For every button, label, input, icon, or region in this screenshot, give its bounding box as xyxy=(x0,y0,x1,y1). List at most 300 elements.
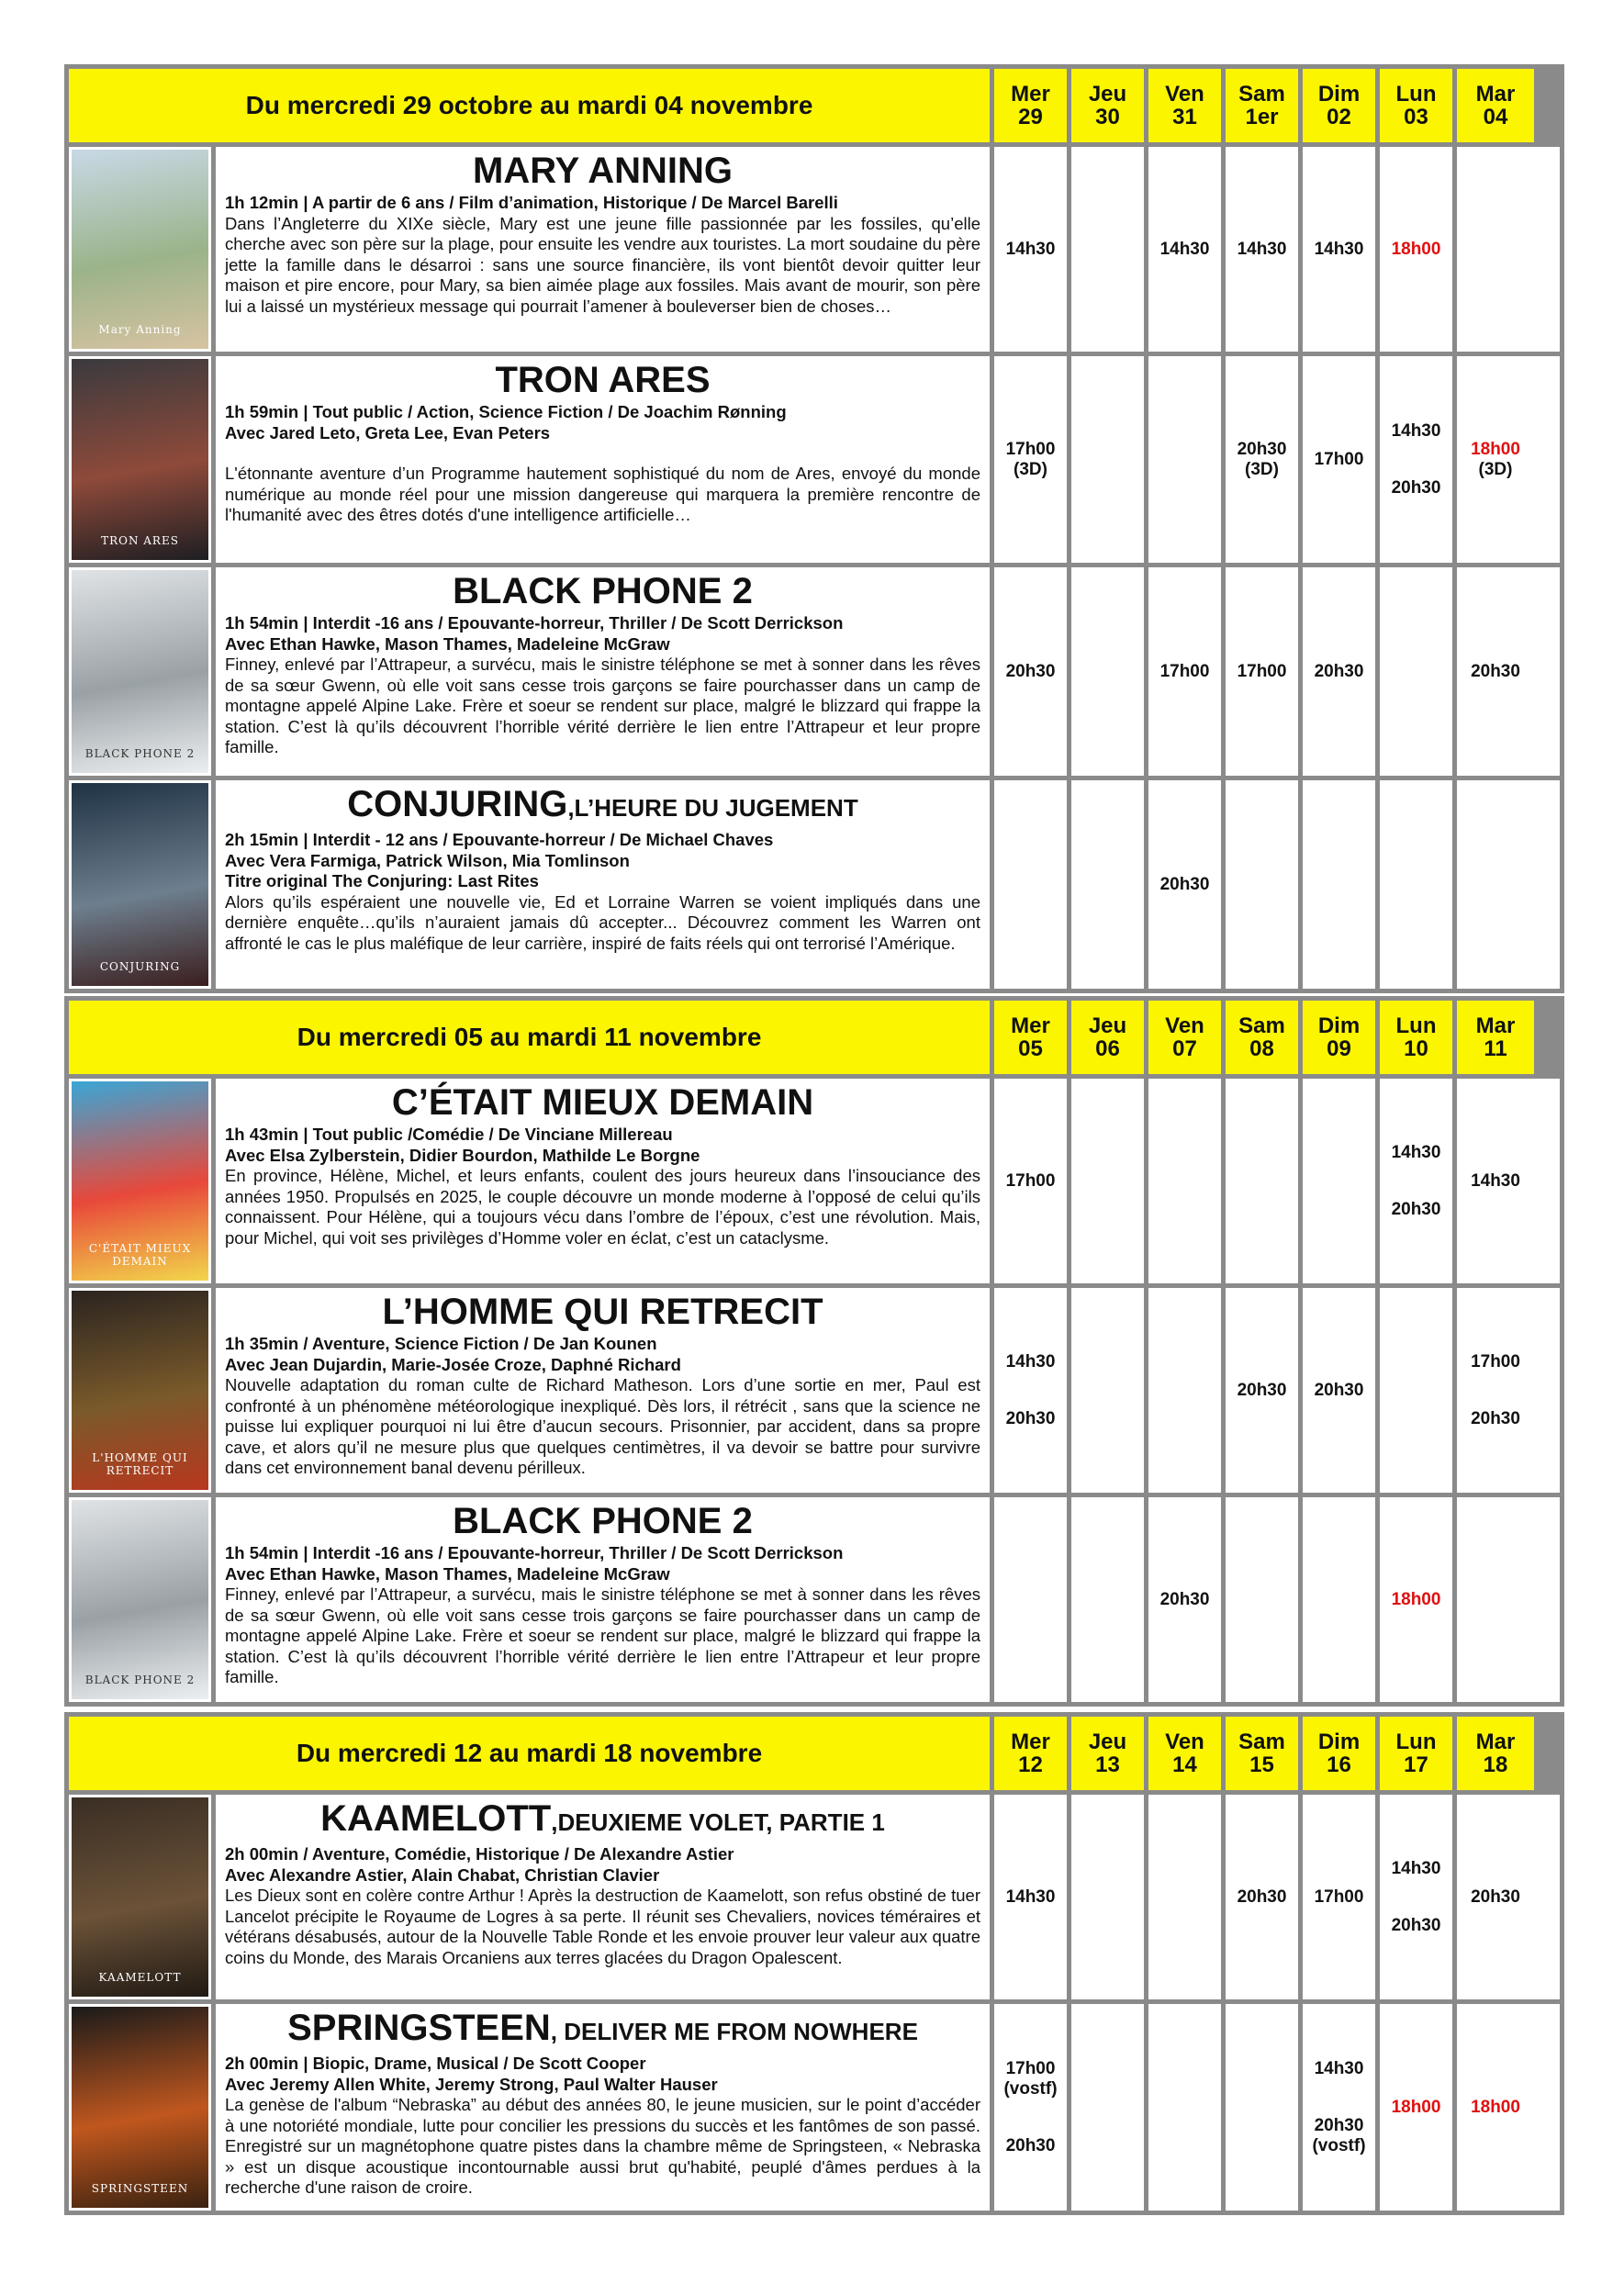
film-poster xyxy=(69,1497,216,1702)
film-description xyxy=(216,1288,994,1493)
film-row xyxy=(69,1074,1560,1283)
day-name: Ven xyxy=(1165,1013,1204,1038)
session-group xyxy=(1315,1381,1364,1401)
session-group xyxy=(1006,1409,1056,1429)
film-meta: Avec Jeremy Allen White, Jeremy Strong, Paul Walter Hauser xyxy=(225,2074,718,2094)
week-header xyxy=(69,1717,1560,1790)
film-meta: Titre original The Conjuring: Last Rites xyxy=(225,871,539,890)
session-time: 18h00 xyxy=(1471,2097,1520,2117)
session-cell xyxy=(994,147,1071,352)
day-number: 15 xyxy=(1249,1752,1274,1777)
film-title xyxy=(225,1501,980,1541)
session-group xyxy=(1006,240,1056,260)
session-time: 14h30 xyxy=(1005,239,1056,259)
session-time: 20h30 xyxy=(1005,2135,1056,2155)
film-description xyxy=(216,2004,994,2211)
session-cell xyxy=(1303,356,1380,563)
session-cell xyxy=(1457,567,1534,776)
film-synopsis: Alors qu’ils espéraient une nouvelle vie, Ed et Lorraine Warren se voient impliqués dans une dernière enquête…qu’ils n’auraient jamais dû accepter... Découvrez comment les Warren ont affronté le cas le plus maléfique de leur carrière, inspiré de faits réels qui ont terrorisé l’Amérique. xyxy=(225,891,980,953)
session-times xyxy=(1471,1171,1520,1192)
session-time: 17h00 xyxy=(1237,661,1287,681)
film-synopsis: Finney, enlevé par l’Attrapeur, a survécu, mais le sinistre téléphone se met à sonner dans les rêves de sa sœur Gwenn, où elle voit sans cesse trois garçons se faire pourchasser dans un camp de montagne appelé Alpine Lake. Frère et soeur se rendent sur place, malgré le blizzard qui frappe la station. C’est là qu’ils découvrent l’horrible vérité derrière le lien entre l’Attrapeur et leur propre famille. xyxy=(225,1584,980,1686)
session-cell xyxy=(1303,1079,1380,1283)
session-cell xyxy=(1071,1288,1148,1493)
day-name: Jeu xyxy=(1088,82,1127,106)
session-cell xyxy=(1148,1079,1226,1283)
session-group xyxy=(1315,450,1364,470)
session-time: 14h30 xyxy=(1159,239,1210,259)
session-group xyxy=(1392,1200,1441,1220)
day-number: 12 xyxy=(1018,1752,1043,1777)
session-cell xyxy=(1303,780,1380,989)
session-cell xyxy=(1148,567,1226,776)
session-cell xyxy=(1380,780,1457,989)
day-number: 16 xyxy=(1327,1752,1351,1777)
day-name: Lun xyxy=(1395,1013,1437,1038)
session-group xyxy=(1471,662,1520,682)
session-cell xyxy=(1226,356,1303,563)
film-meta: 2h 15min | Interdit - 12 ans / Epouvante-horreur / De Michael Chaves xyxy=(225,830,774,849)
session-time: 17h00 xyxy=(1159,661,1210,681)
day-name: Dim xyxy=(1317,1013,1361,1038)
session-time: 14h30 xyxy=(1005,1886,1056,1907)
session-cell xyxy=(1226,1497,1303,1702)
film-synopsis: L'étonnante aventure d’un Programme hautement sophistiqué du nom de Ares, envoyé du monde numérique au monde réel pour une mission dangereuse qui marquera la première rencontre de l'humanité avec des êtres dotés d'une intelligence artificielle… xyxy=(225,464,980,524)
day-header xyxy=(1457,1001,1534,1074)
session-time: 18h00 xyxy=(1391,239,1441,259)
session-group xyxy=(1315,662,1364,682)
day-name: Dim xyxy=(1317,1730,1361,1754)
session-time: 20h30 xyxy=(1471,1408,1520,1428)
film-synopsis: La genèse de l'album “Nebraska” au début des années 80, le jeune musicien, sur le point d’accéder à une notoriété mondiale, lutte pour concilier les pressions du succès et les fantômes de son passé. Enregistré sur un magnétophone quatre pistes dans la chambre même de Springsteen, « Nebraska » est un disque acoustique incontournable aussi brut qu'habité, peuplé d'âmes perdues à la recherche d'une raison de croire. xyxy=(225,2095,980,2197)
session-cell xyxy=(1148,1795,1226,1999)
day-name: Jeu xyxy=(1088,1730,1127,1754)
session-times xyxy=(1006,440,1056,480)
day-header xyxy=(994,1717,1071,1790)
session-time: 18h00 xyxy=(1391,2097,1441,2117)
session-cell xyxy=(1226,1795,1303,1999)
day-header xyxy=(1303,1001,1380,1074)
session-group xyxy=(1238,240,1287,260)
day-name: Sam xyxy=(1238,1013,1285,1038)
film-description xyxy=(216,567,994,776)
session-times xyxy=(1006,1171,1056,1192)
session-cell xyxy=(994,567,1071,776)
day-name: Mar xyxy=(1475,1013,1516,1038)
day-header xyxy=(994,69,1071,142)
session-group xyxy=(1471,2098,1520,2118)
session-cell xyxy=(994,2004,1071,2211)
session-time: 20h30 xyxy=(1391,1915,1441,1935)
session-cell xyxy=(1226,1079,1303,1283)
poster-image xyxy=(72,359,208,560)
session-time: 20h30 xyxy=(1314,1380,1364,1400)
film-title-sub: , DELIVER ME FROM NOWHERE xyxy=(550,2018,918,2045)
film-title-sub: ,L’HEURE DU JUGEMENT xyxy=(567,794,858,822)
film-title-main: KAAMELOTT xyxy=(320,1798,552,1839)
session-time: 18h00 xyxy=(1471,439,1520,459)
film-meta: 1h 12min | A partir de 6 ans / Film d’animation, Historique / De Marcel Barelli xyxy=(225,193,838,212)
session-cell xyxy=(1148,780,1226,989)
session-cell xyxy=(1148,147,1226,352)
session-group xyxy=(1003,2059,1057,2099)
film-description xyxy=(216,356,994,563)
day-header xyxy=(1457,69,1534,142)
session-times xyxy=(1315,240,1364,260)
day-number: 05 xyxy=(1018,1036,1043,1061)
film-poster xyxy=(69,1795,216,1999)
session-group xyxy=(1392,1859,1441,1879)
day-number: 29 xyxy=(1018,105,1043,129)
film-synopsis: Finney, enlevé par l’Attrapeur, a survécu, mais le sinistre téléphone se met à sonner dans les rêves de sa sœur Gwenn, où elle voit sans cesse trois garçons se faire pourchasser dans un camp de montagne appelé Alpine Lake. Frère et soeur se rendent sur place, malgré le blizzard qui frappe la station. C’est là qu’ils découvrent l’horrible vérité derrière le lien entre l’Attrapeur et leur propre famille. xyxy=(225,655,980,756)
session-time: 20h30 xyxy=(1314,2115,1364,2135)
film-synopsis: En province, Hélène, Michel, et leurs enfants, coulent des jours heureux dans l’insouciance des années 1950. Propulsés en 2025, le couple découvre un monde moderne à l’opposé de celui qu’ils connaissent. Pour Hélène, qui a toujours vécu dans l’ombre de l’époux, c’est une révolution. Mais, pour Michel, qui voit ses privilèges d’Homme voler en éclat, c’est un cataclysme. xyxy=(225,1166,980,1248)
session-cell xyxy=(1303,1497,1380,1702)
session-times xyxy=(1392,1590,1441,1610)
day-name: Mer xyxy=(1011,1013,1050,1038)
session-group xyxy=(1392,478,1441,498)
film-title xyxy=(225,360,980,400)
week-block xyxy=(64,1712,1564,2215)
session-time: 14h30 xyxy=(1471,1170,1520,1191)
session-time: (vostf) xyxy=(1003,2078,1058,2099)
day-header xyxy=(1071,1001,1148,1074)
session-cell xyxy=(1457,1795,1534,1999)
film-meta: 1h 54min | Interdit -16 ans / Epouvante-horreur, Thriller / De Scott Derrickson xyxy=(225,613,844,633)
session-time: 14h30 xyxy=(1314,2058,1364,2078)
session-time: 20h30 xyxy=(1471,1886,1520,1907)
session-group xyxy=(1160,875,1210,895)
session-time: (3D) xyxy=(1014,459,1047,479)
film-meta: Avec Ethan Hawke, Mason Thames, Madeleine McGraw xyxy=(225,633,670,654)
film-title xyxy=(225,571,980,611)
film-title xyxy=(225,1082,980,1123)
day-header xyxy=(1071,1717,1148,1790)
session-times xyxy=(1471,1352,1520,1429)
session-group xyxy=(1238,440,1287,480)
film-meta: 2h 00min | Biopic, Drame, Musical / De Scott Cooper xyxy=(225,2054,646,2073)
poster-title: SPRINGSTEEN xyxy=(91,2182,189,2195)
session-cell xyxy=(1071,567,1148,776)
session-cell xyxy=(1457,356,1534,563)
day-header xyxy=(1457,1717,1534,1790)
film-row xyxy=(69,776,1560,989)
session-time: 14h30 xyxy=(1314,239,1364,259)
session-times xyxy=(1238,240,1287,260)
film-row xyxy=(69,1283,1560,1493)
session-cell xyxy=(1226,147,1303,352)
film-row xyxy=(69,1493,1560,1702)
day-number: 09 xyxy=(1327,1036,1351,1061)
film-row xyxy=(69,1999,1560,2211)
poster-image xyxy=(72,1291,208,1490)
session-times xyxy=(1006,1887,1056,1908)
session-time: (3D) xyxy=(1245,459,1279,479)
session-times xyxy=(1471,440,1520,480)
film-meta: 1h 43min | Tout public /Comédie / De Vinciane Millereau xyxy=(225,1125,673,1144)
day-number: 06 xyxy=(1095,1036,1120,1061)
film-title-sub: ,DEUXIEME VOLET, PARTIE 1 xyxy=(551,1808,885,1836)
session-cell xyxy=(1380,567,1457,776)
session-time: 20h30 xyxy=(1005,661,1056,681)
session-time: 20h30 xyxy=(1237,439,1287,459)
day-name: Mer xyxy=(1011,1730,1050,1754)
film-title xyxy=(225,151,980,191)
session-cell xyxy=(1457,1079,1534,1283)
film-poster xyxy=(69,147,216,352)
day-header xyxy=(1071,69,1148,142)
film-synopsis: Les Dieux sont en colère contre Arthur ! Après la destruction de Kaamelott, son refus obstiné de tuer Lancelot précipite le Royaume de Logres à sa perte. Il réunit ses Chevaliers, novices téméraires et vétérans désabusés, autour de la Nouvelle Table Ronde et les envoie prouver leur valeur aux quatre coins du Monde, des Marais Orcaniens aux terres glacées du Dragon Opalescent. xyxy=(225,1886,980,1967)
session-cell xyxy=(994,356,1071,563)
film-meta: Avec Alexandre Astier, Alain Chabat, Christian Clavier xyxy=(225,1864,660,1885)
session-cell xyxy=(1380,1079,1457,1283)
session-cell xyxy=(1380,147,1457,352)
session-group xyxy=(1006,440,1056,480)
session-group xyxy=(1006,1352,1056,1372)
film-synopsis: Nouvelle adaptation du roman culte de Richard Matheson. Lors d’une sortie en mer, Paul est confronté à un phénomène météorologique inexpliqué. Dès lors, il rétrécit , sans que la science ne puisse lui expliquer pourquoi ni lui être d’aucun secours. Prisonnier, par accident, dans sa propre cave, et alors qu’il ne mesure plus que quelques centimètres, il va devoir se battre pour survivre dans cet environnement banal devenu périlleux. xyxy=(225,1375,980,1477)
day-number: 07 xyxy=(1172,1036,1197,1061)
session-cell xyxy=(994,780,1071,989)
film-poster xyxy=(69,780,216,989)
session-time: (3D) xyxy=(1478,459,1513,479)
session-time: 17h00 xyxy=(1314,1886,1364,1907)
session-cell xyxy=(1148,356,1226,563)
session-times xyxy=(1160,240,1210,260)
film-title xyxy=(225,1798,980,1842)
poster-title: L'HOMME QUI RETRECIT xyxy=(92,1451,188,1477)
session-times xyxy=(1003,2059,1057,2156)
session-group xyxy=(1471,1352,1520,1372)
film-title-main: MARY ANNING xyxy=(473,151,733,191)
session-group xyxy=(1312,2116,1365,2156)
film-title xyxy=(225,1292,980,1332)
day-number: 18 xyxy=(1483,1752,1508,1777)
session-times xyxy=(1315,1381,1364,1401)
session-group xyxy=(1160,1590,1210,1610)
film-meta: 2h 00min / Aventure, Comédie, Historique / De Alexandre Astier xyxy=(225,1844,734,1864)
film-meta: 1h 35min / Aventure, Science Fiction / De Jan Kounen xyxy=(225,1334,657,1353)
film-meta: Avec Jared Leto, Greta Lee, Evan Peters xyxy=(225,422,551,442)
session-group xyxy=(1312,2059,1365,2079)
session-cell xyxy=(1457,1497,1534,1702)
day-name: Dim xyxy=(1317,82,1361,106)
film-title-main: L’HOMME QUI RETRECIT xyxy=(382,1292,823,1332)
day-number: 11 xyxy=(1484,1036,1507,1061)
week-period: Du mercredi 05 au mardi 11 novembre xyxy=(69,1001,994,1074)
session-group xyxy=(1392,1143,1441,1163)
session-group xyxy=(1160,240,1210,260)
session-group xyxy=(1006,1887,1056,1908)
session-times xyxy=(1238,1381,1287,1401)
session-cell xyxy=(1226,567,1303,776)
week-block xyxy=(64,64,1564,993)
session-group xyxy=(1003,2136,1057,2156)
film-row xyxy=(69,142,1560,352)
day-number: 13 xyxy=(1095,1752,1120,1777)
day-header xyxy=(1148,1001,1226,1074)
session-cell xyxy=(1071,1079,1148,1283)
session-cell xyxy=(994,1497,1071,1702)
poster-image xyxy=(72,1500,208,1699)
day-header xyxy=(1226,1717,1303,1790)
film-row xyxy=(69,563,1560,776)
film-meta: 1h 59min | Tout public / Action, Science Fiction / De Joachim Rønning xyxy=(225,402,787,421)
session-cell xyxy=(1303,147,1380,352)
session-cell xyxy=(1148,1288,1226,1493)
day-header xyxy=(1148,69,1226,142)
session-cell xyxy=(1071,780,1148,989)
session-times xyxy=(1392,1143,1441,1220)
poster-image xyxy=(72,1081,208,1281)
session-time: 17h00 xyxy=(1314,449,1364,469)
film-description xyxy=(216,147,994,352)
poster-image xyxy=(72,570,208,773)
session-time: 20h30 xyxy=(1237,1886,1287,1907)
day-header xyxy=(1226,1001,1303,1074)
day-header xyxy=(1380,1001,1457,1074)
session-cell xyxy=(1303,1795,1380,1999)
session-cell xyxy=(1303,567,1380,776)
film-row xyxy=(69,352,1560,563)
session-time: 14h30 xyxy=(1237,239,1287,259)
poster-title: KAAMELOTT xyxy=(98,1971,182,1984)
film-meta: Avec Jean Dujardin, Marie-Josée Croze, Daphné Richard xyxy=(225,1354,681,1374)
session-time: 20h30 xyxy=(1314,661,1364,681)
session-cell xyxy=(1380,1795,1457,1999)
week-period: Du mercredi 29 octobre au mardi 04 novembre xyxy=(69,69,994,142)
poster-title: C'ÉTAIT MIEUX DEMAIN xyxy=(88,1242,192,1268)
week-header xyxy=(69,69,1560,142)
session-times xyxy=(1160,1590,1210,1610)
film-description xyxy=(216,780,994,989)
film-meta: 1h 54min | Interdit -16 ans / Epouvante-horreur, Thriller / De Scott Derrickson xyxy=(225,1543,844,1562)
session-group xyxy=(1392,240,1441,260)
film-poster xyxy=(69,567,216,776)
session-group xyxy=(1471,1171,1520,1192)
film-poster xyxy=(69,1079,216,1283)
session-group xyxy=(1238,662,1287,682)
day-name: Ven xyxy=(1165,82,1204,106)
film-meta: Avec Vera Farmiga, Patrick Wilson, Mia Tomlinson xyxy=(225,850,630,870)
poster-image xyxy=(72,150,208,349)
film-title-main: C’ÉTAIT MIEUX DEMAIN xyxy=(391,1082,814,1123)
day-number: 02 xyxy=(1327,105,1351,129)
session-times xyxy=(1392,421,1441,498)
film-description xyxy=(216,1079,994,1283)
film-title-main: CONJURING xyxy=(347,784,568,824)
session-times xyxy=(1392,1859,1441,1936)
session-times xyxy=(1006,1352,1056,1429)
session-cell xyxy=(1148,1497,1226,1702)
day-header xyxy=(1303,69,1380,142)
session-cell xyxy=(994,1079,1071,1283)
session-time: 17h00 xyxy=(1005,1170,1056,1191)
session-times xyxy=(1392,240,1441,260)
poster-image xyxy=(72,1797,208,1997)
week-block xyxy=(64,996,1564,1707)
session-cell xyxy=(1457,1288,1534,1493)
session-group xyxy=(1006,662,1056,682)
session-time: 20h30 xyxy=(1159,874,1210,894)
session-group xyxy=(1238,1381,1287,1401)
session-cell xyxy=(994,1795,1071,1999)
session-times xyxy=(1006,662,1056,682)
session-group xyxy=(1392,1916,1441,1936)
session-time: 14h30 xyxy=(1391,1142,1441,1162)
film-title-main: BLACK PHONE 2 xyxy=(453,1501,753,1541)
session-time: 18h00 xyxy=(1391,1589,1441,1609)
week-header xyxy=(69,1001,1560,1074)
poster-title: TRON ARES xyxy=(101,534,179,547)
day-number: 30 xyxy=(1095,105,1120,129)
session-group xyxy=(1238,1887,1287,1908)
day-name: Mar xyxy=(1475,82,1516,106)
film-title xyxy=(225,784,980,828)
session-times xyxy=(1312,2059,1365,2156)
session-times xyxy=(1315,450,1364,470)
session-time: (vostf) xyxy=(1312,2135,1366,2155)
session-times xyxy=(1392,2098,1441,2118)
poster-image xyxy=(72,2007,208,2208)
session-group xyxy=(1392,2098,1441,2118)
day-header xyxy=(1303,1717,1380,1790)
session-group xyxy=(1471,1409,1520,1429)
session-times xyxy=(1160,875,1210,895)
film-description xyxy=(216,1795,994,1999)
session-cell xyxy=(1380,356,1457,563)
poster-title: BLACK PHONE 2 xyxy=(84,1674,196,1686)
day-name: Jeu xyxy=(1088,1013,1127,1038)
poster-title: Mary Anning xyxy=(98,323,182,336)
day-number: 14 xyxy=(1172,1752,1197,1777)
session-times xyxy=(1471,2098,1520,2118)
film-poster xyxy=(69,1288,216,1493)
day-name: Ven xyxy=(1165,1730,1204,1754)
session-group xyxy=(1315,240,1364,260)
session-time: 20h30 xyxy=(1391,1199,1441,1219)
day-header xyxy=(1226,69,1303,142)
session-time: 20h30 xyxy=(1005,1408,1056,1428)
session-cell xyxy=(1226,2004,1303,2211)
session-cell xyxy=(994,1288,1071,1493)
session-time: 14h30 xyxy=(1391,420,1441,441)
film-synopsis: Dans l’Angleterre du XIXe siècle, Mary est une jeune fille passionnée par les fossiles, qu’elle cherche avec son père sur la plage, pour ensuite les vendre aux touristes. La mort soudaine du père jette la famille dans le désarroi : sans une source financière, ils vont bientôt devoir quitter leur maison et pire encore, pour Mary, sa bien aimée plage aux fossiles. Mais avant de mourir, son père lui a laissé un mystérieux message qui pourrait l’amener à bouleverser bien de choses… xyxy=(225,213,980,316)
session-times xyxy=(1315,662,1364,682)
session-times xyxy=(1238,440,1287,480)
day-name: Mar xyxy=(1475,1730,1516,1754)
session-group xyxy=(1160,662,1210,682)
day-header xyxy=(994,1001,1071,1074)
session-cell xyxy=(1380,1497,1457,1702)
session-times xyxy=(1315,1887,1364,1908)
session-times xyxy=(1238,1887,1287,1908)
day-name: Lun xyxy=(1395,1730,1437,1754)
day-number: 17 xyxy=(1404,1752,1428,1777)
session-cell xyxy=(1071,147,1148,352)
session-cell xyxy=(1226,780,1303,989)
day-name: Sam xyxy=(1238,1730,1285,1754)
session-group xyxy=(1392,1590,1441,1610)
film-meta: Avec Ethan Hawke, Mason Thames, Madeleine McGraw xyxy=(225,1563,670,1584)
poster-title: CONJURING xyxy=(99,960,181,973)
session-time: 14h30 xyxy=(1391,1858,1441,1878)
session-times xyxy=(1471,662,1520,682)
session-cell xyxy=(1071,1497,1148,1702)
session-times xyxy=(1471,1887,1520,1908)
session-time: 20h30 xyxy=(1159,1589,1210,1609)
film-meta: Avec Elsa Zylberstein, Didier Bourdon, Mathilde Le Borgne xyxy=(225,1145,700,1165)
day-header xyxy=(1380,1717,1457,1790)
